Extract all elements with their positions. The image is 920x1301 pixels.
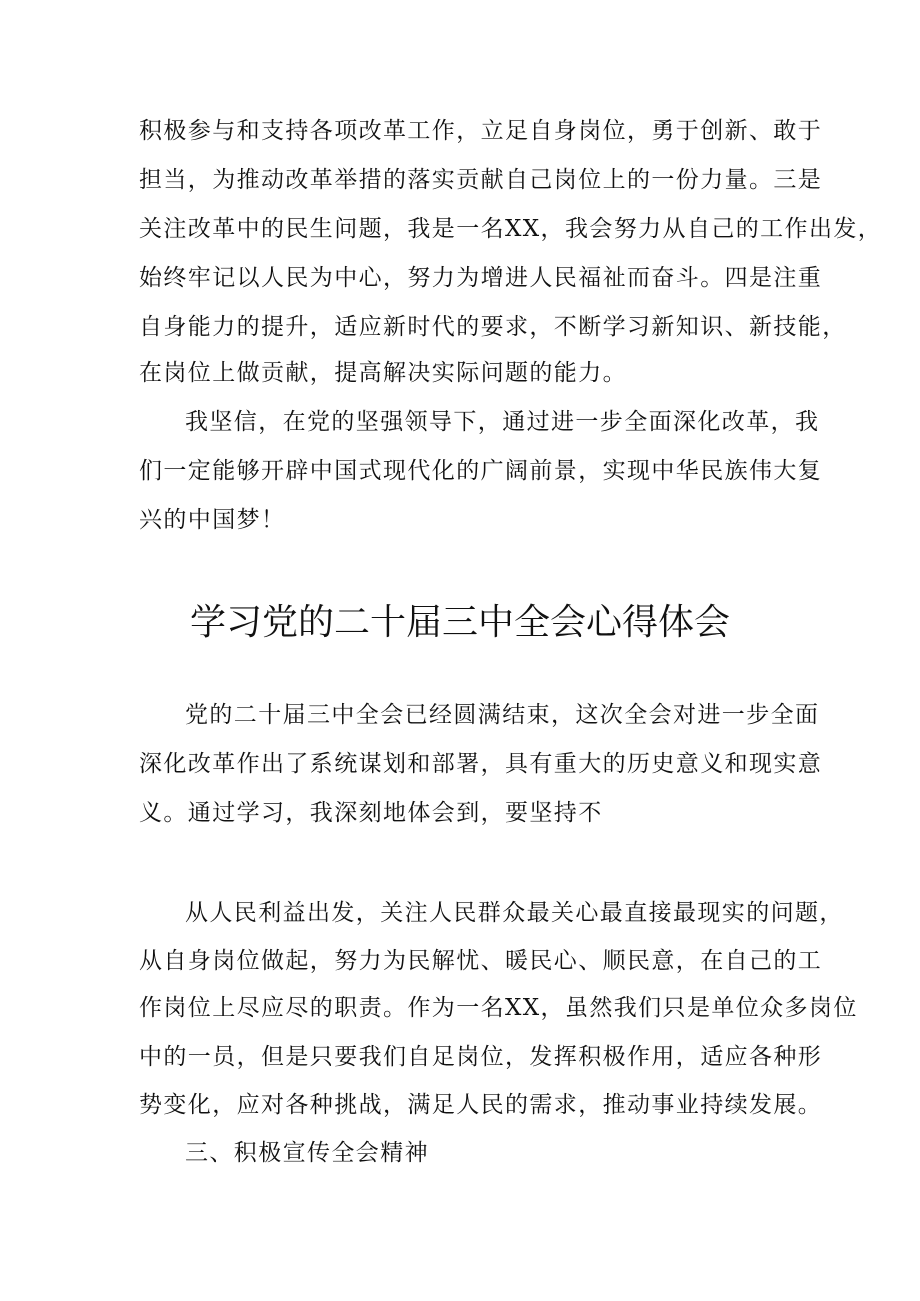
text-line: 担当，为推动改革举措的落实贡献自己岗位上的一份力量。三是 xyxy=(139,167,823,193)
text-line: 深化改革作出了系统谋划和部署，具有重大的历史意义和现实意 xyxy=(139,751,823,777)
text-line: 兴的中国梦！ xyxy=(139,507,286,533)
text-line: 我坚信，在党的坚强领导下，通过进一步全面深化改革，我 xyxy=(185,409,820,435)
text-line: 始终牢记以人民为中心，努力为增进人民福祉而奋斗。四是注重 xyxy=(139,265,823,291)
text-line: 在岗位上做贡献，提高解决实际问题的能力。 xyxy=(139,360,627,386)
text-line: 作岗位上尽应尽的职责。作为一名XX，虽然我们只是单位众多岗位 xyxy=(139,995,858,1021)
text-line: 党的二十届三中全会已经圆满结束，这次全会对进一步全面 xyxy=(185,702,820,728)
text-line: 们一定能够开辟中国式现代化的广阔前景，实现中华民族伟大复 xyxy=(139,458,823,484)
text-line: 义。通过学习，我深刻地体会到，要坚持不 xyxy=(139,800,603,826)
text-line: 从自身岗位做起，努力为民解忧、暖民心、顺民意，在自己的工 xyxy=(139,948,823,974)
text-line: 自身能力的提升，适应新时代的要求，不断学习新知识、新技能， xyxy=(139,314,847,340)
text-line: 关注改革中的民生问题，我是一名XX，我会努力从自己的工作出发， xyxy=(139,216,883,242)
section-heading: 三、积极宣传全会精神 xyxy=(185,1140,429,1166)
text-line: 中的一员，但是只要我们自足岗位，发挥积极作用，适应各种形 xyxy=(139,1044,823,1070)
text-line: 势变化，应对各种挑战，满足人民的需求，推动事业持续发展。 xyxy=(139,1092,823,1118)
text-line: 从人民利益出发，关注人民群众最关心最直接最现实的问题， xyxy=(185,900,844,926)
document-title: 学习党的二十届三中全会心得体会 xyxy=(189,602,730,643)
text-line: 积极参与和支持各项改革工作，立足自身岗位，勇于创新、敢于 xyxy=(139,118,823,144)
